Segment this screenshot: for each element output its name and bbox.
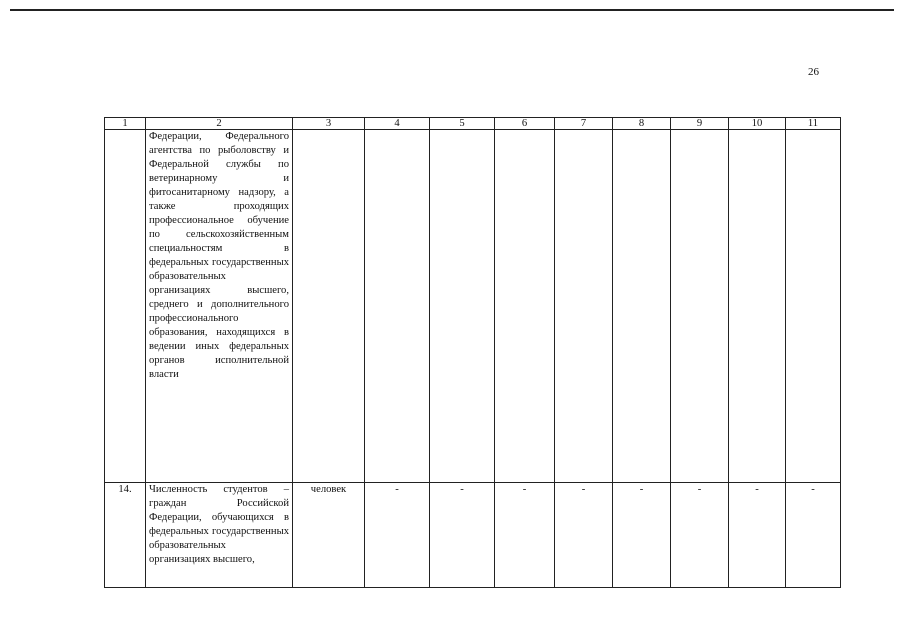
- header-cell: 3: [293, 118, 365, 130]
- row-value: -: [365, 483, 430, 588]
- row-unit: [293, 130, 365, 483]
- header-cell: 4: [365, 118, 430, 130]
- row-description: Федерации, Федерального агентства по рыболовству и Федеральной службы по ветеринарному и фитосанитарному надзору, а также проходящих профессиональное обучение по сельскохозяйственным специальностям в федеральных государственных образовательных организациях высшего, среднего и дополнительного профессионального образования, находящихся в ведении иных федеральных органов исполнительной власти: [146, 130, 293, 483]
- row-unit: человек: [293, 483, 365, 588]
- table-row: [105, 130, 841, 483]
- table-row: [105, 483, 841, 588]
- header-cell: 1: [105, 118, 146, 130]
- top-rule: [10, 9, 894, 11]
- header-cell: 9: [671, 118, 729, 130]
- row-value: -: [430, 483, 495, 588]
- header-cell: 11: [786, 118, 841, 130]
- row-number: 14.: [105, 483, 146, 588]
- row-value: [613, 130, 671, 483]
- row-value: [430, 130, 495, 483]
- row-value: -: [613, 483, 671, 588]
- row-value: -: [786, 483, 841, 588]
- page-number: 26: [808, 66, 819, 78]
- row-value: -: [555, 483, 613, 588]
- row-number: [105, 130, 146, 483]
- header-cell: 5: [430, 118, 495, 130]
- header-cell: 10: [729, 118, 786, 130]
- header-cell: 8: [613, 118, 671, 130]
- row-value: -: [495, 483, 555, 588]
- data-table: [104, 117, 841, 588]
- row-value: -: [729, 483, 786, 588]
- row-description: Численность студентов – граждан Российской Федерации, обучающихся в федеральных государственных образовательных организациях высшего,: [146, 483, 293, 588]
- header-cell: 6: [495, 118, 555, 130]
- row-value: -: [671, 483, 729, 588]
- row-value: [729, 130, 786, 483]
- header-cell: 2: [146, 118, 293, 130]
- row-value: [786, 130, 841, 483]
- row-value: [555, 130, 613, 483]
- row-value: [495, 130, 555, 483]
- row-value: [671, 130, 729, 483]
- table-header-row: [105, 118, 841, 130]
- row-value: [365, 130, 430, 483]
- header-cell: 7: [555, 118, 613, 130]
